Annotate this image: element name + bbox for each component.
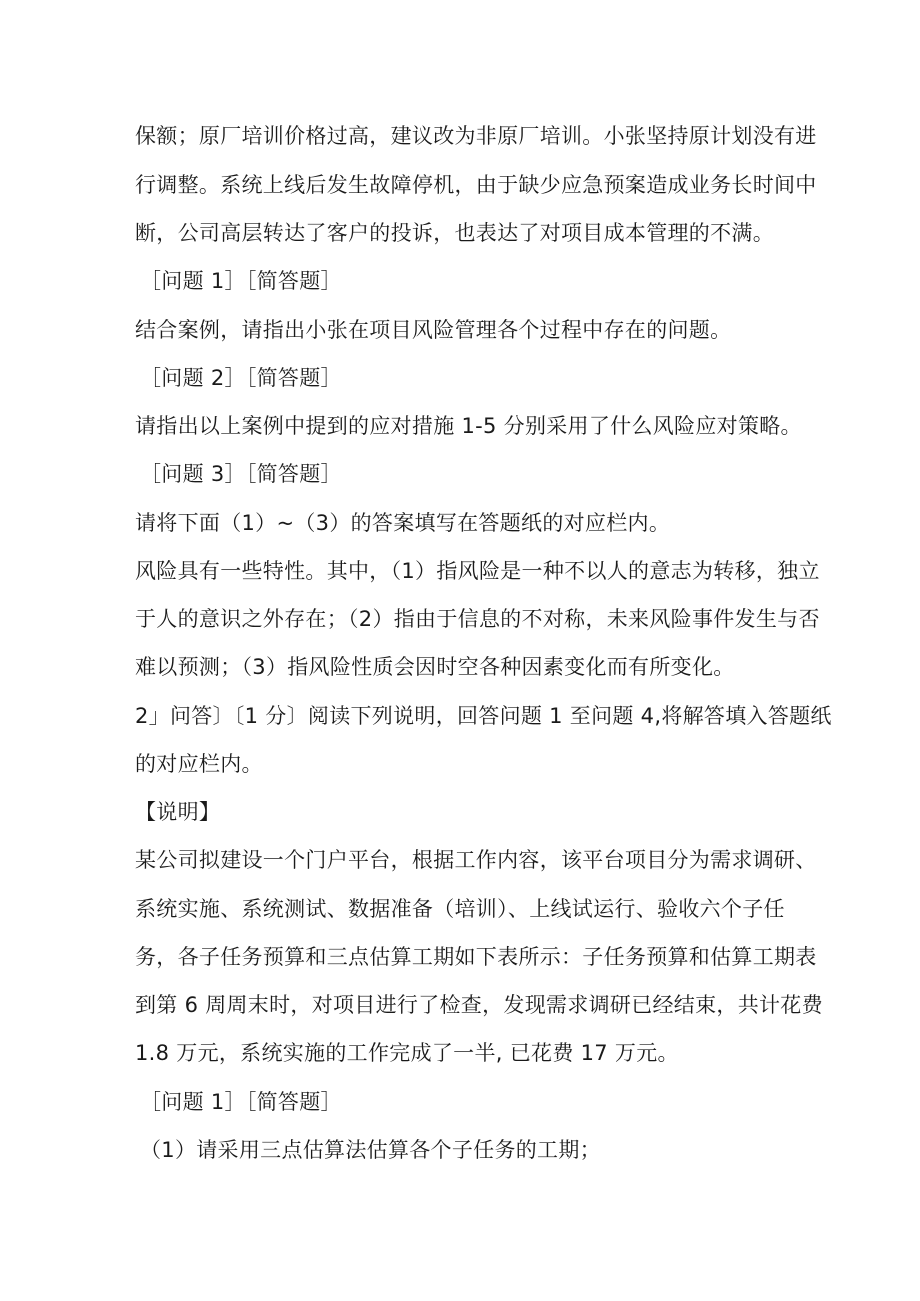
paragraph-line: （1）请采用三点估算法估算各个子任务的工期； [140,1138,601,1162]
paragraph-line: 于人的意识之外存在；（2）指由于信息的不对称，未来风险事件发生与否 [135,607,820,631]
paragraph-line: 风险具有一些特性。其中，（1）指风险是一种不以人的意志为转移，独立 [135,559,820,583]
section-heading: 【说明】 [135,800,221,824]
paragraph-line: 到第 6 周周末时，对项目进行了检查，发现需求调研已经结束，共计花费 [135,993,823,1017]
paragraph-line: 1.8 万元，系统实施的工作完成了一半, 已花费 17 万元。 [135,1041,679,1065]
question-heading: ［问题 1］［简答题］ [140,269,342,293]
paragraph-line: 断，公司高层转达了客户的投诉，也表达了对项目成本管理的不满。 [135,221,774,245]
paragraph-line: 2」问答〕〔1 分〕阅读下列说明，回答问题 1 至问题 4,将解答填入答题纸 [135,704,832,728]
paragraph-line: 的对应栏内。 [135,752,263,776]
paragraph-line: 系统实施、系统测试、数据准备（培训）、上线试运行、验收六个子任 [135,897,785,921]
paragraph-line: 结合案例，请指出小张在项目风险管理各个过程中存在的问题。 [135,318,732,342]
paragraph-line: 保额；原厂培训价格过高，建议改为非原厂培训。小张坚持原计划没有进 [135,124,817,148]
paragraph-line: 难以预测；（3）指风险性质会因时空各种因素变化而有所变化。 [135,655,735,679]
paragraph-line: 行调整。系统上线后发生故障停机，由于缺少应急预案造成业务长时间中 [135,173,817,197]
paragraph-line: 务，各子任务预算和三点估算工期如下表所示：子任务预算和估算工期表 [135,945,817,969]
question-heading: ［问题 3］［简答题］ [140,462,342,486]
paragraph-line: 请指出以上案例中提到的应对措施 1-5 分别采用了什么风险应对策略。 [135,414,802,438]
question-heading: ［问题 2］［简答题］ [140,366,342,390]
paragraph-line: 请将下面（1）~（3）的答案填写在答题纸的对应栏内。 [135,511,671,535]
paragraph-line: 某公司拟建设一个门户平台，根据工作内容，该平台项目分为需求调研、 [135,848,817,872]
question-heading: ［问题 1］［简答题］ [140,1090,342,1114]
